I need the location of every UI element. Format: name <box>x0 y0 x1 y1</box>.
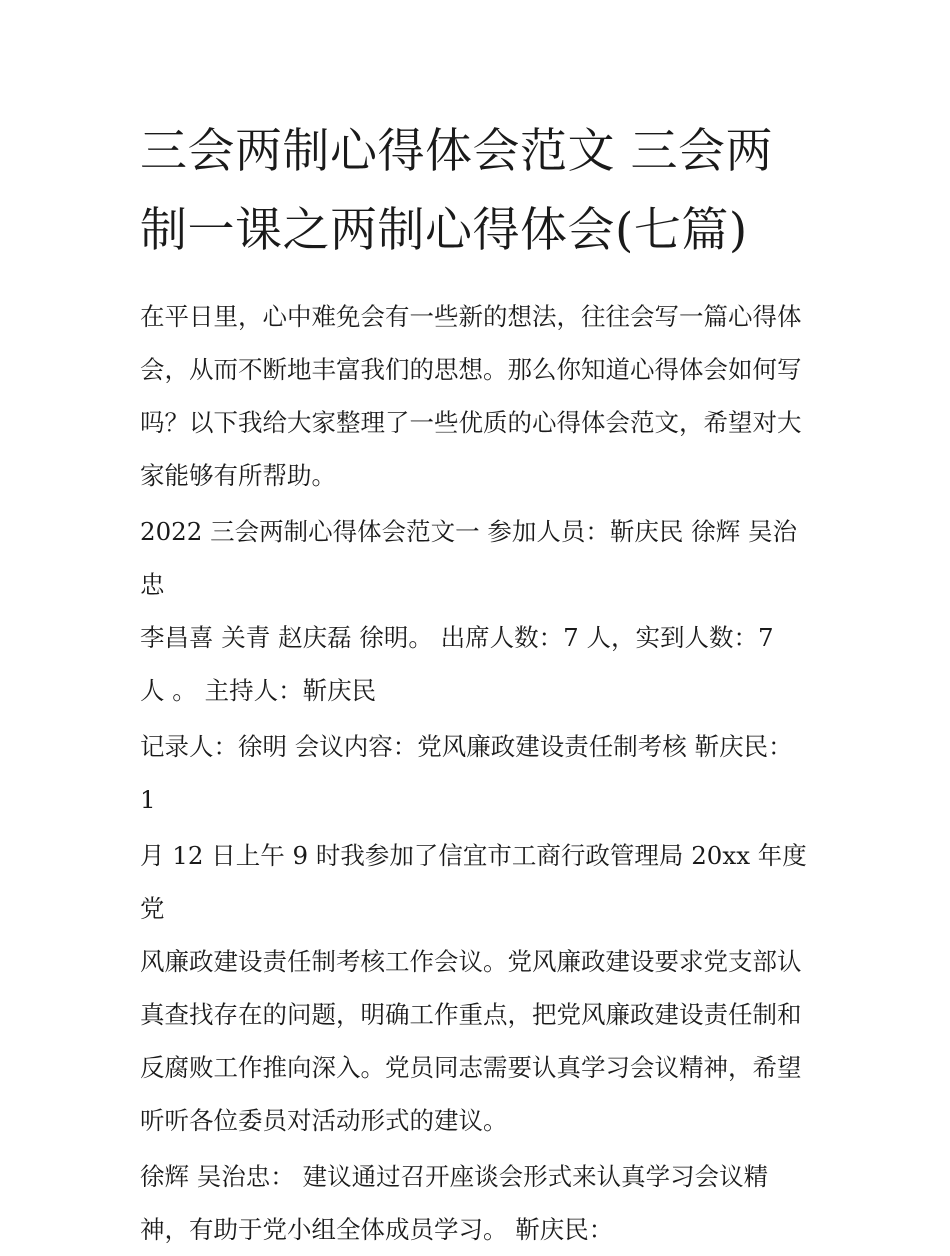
text-line: 家能够有所帮助。 <box>140 461 336 490</box>
meeting-body-paragraph <box>140 829 815 1147</box>
text-line: 神，有助于党小组全体成员学习。 靳庆民： <box>140 1215 614 1244</box>
text-line: 人 。 主持人：靳庆民 <box>140 676 377 705</box>
attendees-paragraph <box>140 505 815 717</box>
text-line: 真查找存在的问题，明确工作重点，把党风廉政建设责任制和 <box>140 1000 802 1029</box>
text-line: 风廉政建设责任制考核工作会议。党风廉政建设要求党支部认 <box>140 947 802 976</box>
text-line: 1 <box>140 785 156 814</box>
document-page <box>140 112 815 1256</box>
text-line: 会，从而不断地丰富我们的思想。那么你知道心得体会如何写 <box>140 355 802 384</box>
text-line: 李昌喜 关青 赵庆磊 徐明。 出席人数：7 人，实到人数：7 <box>140 623 774 652</box>
document-title <box>140 112 815 270</box>
text-line: 听听各位委员对活动形式的建议。 <box>140 1106 508 1135</box>
text-line: 吗？以下我给大家整理了一些优质的心得体会范文，希望对大 <box>140 408 802 437</box>
text-line: 2022 三会两制心得体会范文一 参加人员：靳庆民 徐辉 吴治忠 <box>140 517 797 599</box>
text-line: 在平日里，心中难免会有一些新的想法，往往会写一篇心得体 <box>140 302 802 331</box>
text-line: 记录人：徐明 会议内容：党风廉政建设责任制考核 靳庆民： <box>140 732 793 761</box>
title-line: 制一课之两制心得体会(七篇) <box>140 203 748 258</box>
title-line: 三会两制心得体会范文 三会两 <box>140 124 773 179</box>
text-line: 反腐败工作推向深入。党员同志需要认真学习会议精神，希望 <box>140 1053 802 1082</box>
text-line: 月 12 日上午 9 时我参加了信宜市工商行政管理局 20xx 年度党 <box>140 841 807 923</box>
suggestion-paragraph <box>140 1150 815 1256</box>
recorder-paragraph <box>140 720 815 826</box>
intro-paragraph <box>140 290 815 502</box>
text-line: 徐辉 吴治忠： 建议通过召开座谈会形式来认真学习会议精 <box>140 1162 769 1191</box>
